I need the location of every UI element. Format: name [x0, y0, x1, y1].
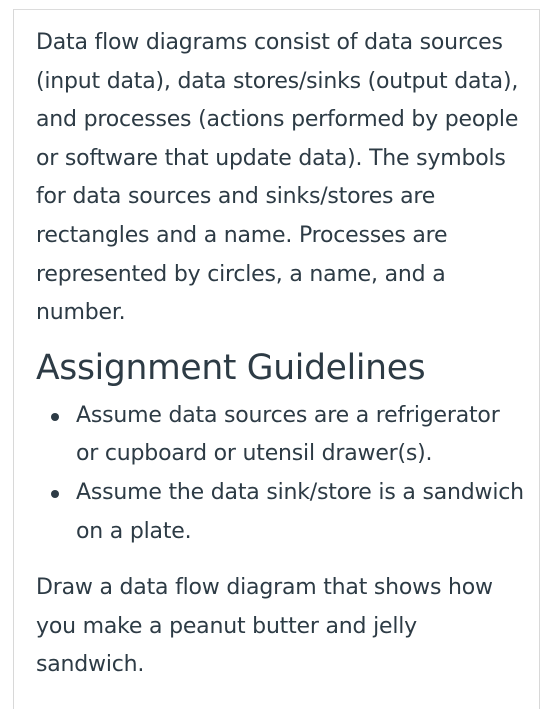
guidelines-list: [36, 397, 526, 551]
intro-paragraph: Data flow diagrams consist of data sources (input data), data stores/sinks (output data), and processes (actions performed by people or software that update data). The symbols for data sources and sinks/stores are rectangles and a name. Processes are represented by circles, a name, and a number.: [36, 30, 519, 326]
bullet-icon: [51, 490, 59, 498]
guideline-text: Assume data sources are a refrigerator or cupboard or utensil drawer(s).: [76, 402, 500, 467]
guideline-text: Assume the data sink/store is a sandwich on a plate.: [76, 479, 524, 544]
bullet-icon: [51, 413, 59, 421]
section-heading: Assignment Guidelines: [36, 347, 426, 388]
task-paragraph: Draw a data flow diagram that shows how you make a peanut butter and jelly sandwich.: [36, 575, 493, 678]
assignment-content: [36, 24, 526, 685]
content-card: [13, 9, 540, 709]
list-item: [36, 474, 526, 551]
list-item: [36, 397, 526, 474]
